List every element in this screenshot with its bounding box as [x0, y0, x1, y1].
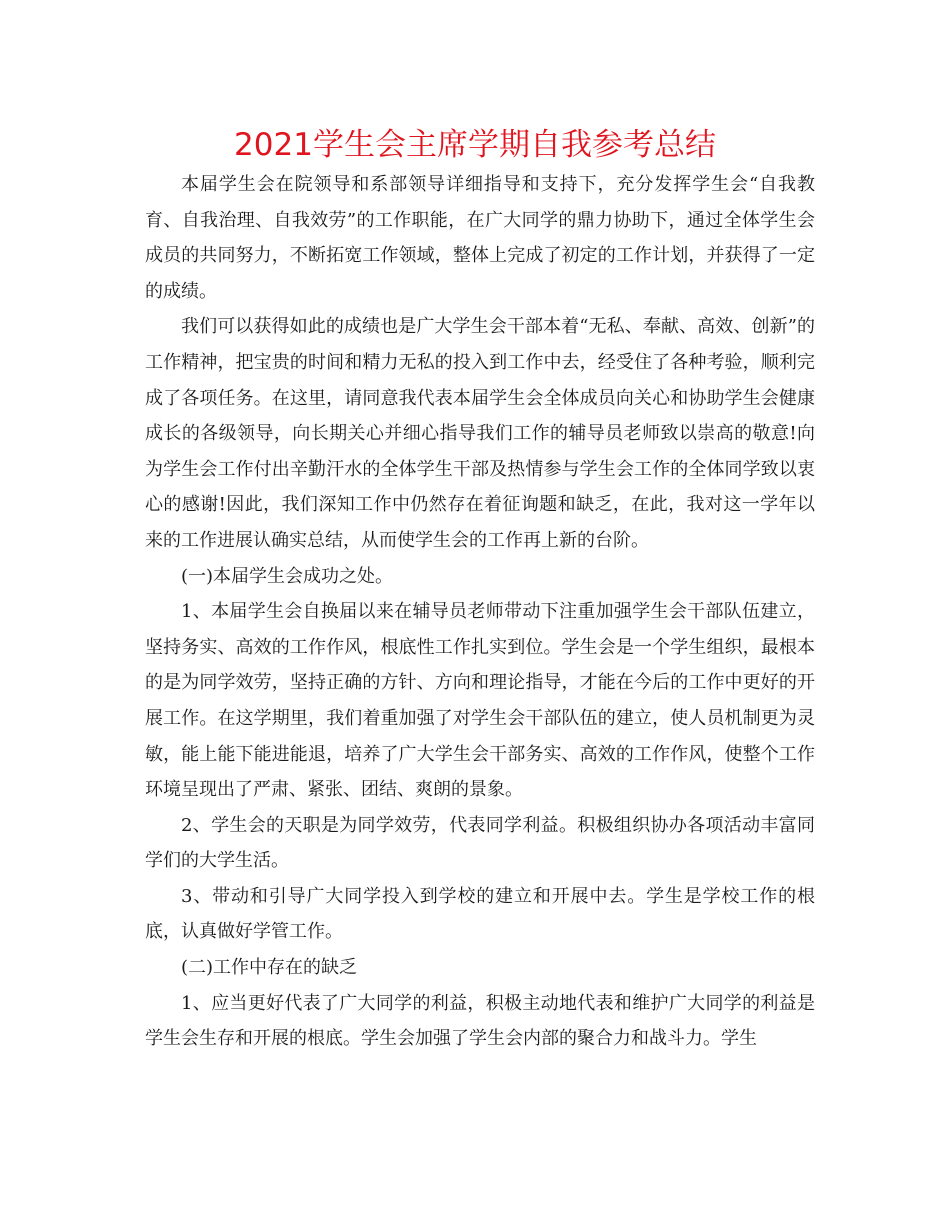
paragraph-success-2: 2、学生会的天职是为同学效劳，代表同学利益。积极组织协办各项活动丰富同学们的大学生活。 [145, 814, 815, 872]
section-heading-shortcomings: (二)工作中存在的缺乏 [181, 957, 358, 979]
paragraph-success-3: 3、带动和引导广大同学投入到学校的建立和开展中去。学生是学校工作的根底，认真做好学管工作。 [145, 885, 815, 943]
section-heading-successes: (一)本届学生会成功之处。 [181, 565, 394, 587]
paragraph-success-1: 1、本届学生会自换届以来在辅导员老师带动下注重加强学生会干部队伍建立，坚持务实、高效的工作作风，根底性工作扎实到位。学生会是一个学生组织，最根本的是为同学效劳，坚持正确的方针、方向和理论指导，才能在今后的工作中更好的开展工作。在这学期里，我们着重加强了对学生会干部队伍的建立，使人员机制更为灵敏，能上能下能进能退，培养了广大学生会干部务实、高效的工作作风，使整个工作环境呈现出了严肃、紧张、团结、爽朗的景象。 [145, 601, 815, 801]
document-title: 2021学生会主席学期自我参考总结 [234, 127, 716, 163]
paragraph-thanks: 我们可以获得如此的成绩也是广大学生会干部本着“无私、奉献、高效、创新”的工作精神，把宝贵的时间和精力无私的投入到工作中去，经受住了各种考验，顺利完成了各项任务。在这里，请同意我代表本届学生会全体成员向关心和协助学生会健康成长的各级领导，向长期关心并细心指导我们工作的辅导员老师致以崇高的敬意!向为学生会工作付出辛勤汗水的全体学生干部及热情参与学生会工作的全体同学致以衷心的感谢!因此，我们深知工作中仍然存在着征询题和缺乏，在此，我对这一学年以来的工作进展认确实总结，从而使学生会的工作再上新的台阶。 [145, 316, 815, 551]
document-body [145, 167, 815, 1057]
paragraph-intro: 本届学生会在院领导和系部领导详细指导和支持下，充分发挥学生会“自我教育、自我治理、自我效劳”的工作职能，在广大同学的鼎力协助下，通过全体学生会成员的共同努力，不断拓宽工作领域，整体上完成了初定的工作计划，并获得了一定的成绩。 [145, 174, 815, 302]
paragraph-shortcoming-1: 1、应当更好代表了广大同学的利益，积极主动地代表和维护广大同学的利益是学生会生存和开展的根底。学生会加强了学生会内部的聚合力和战斗力。学生 [145, 992, 815, 1050]
